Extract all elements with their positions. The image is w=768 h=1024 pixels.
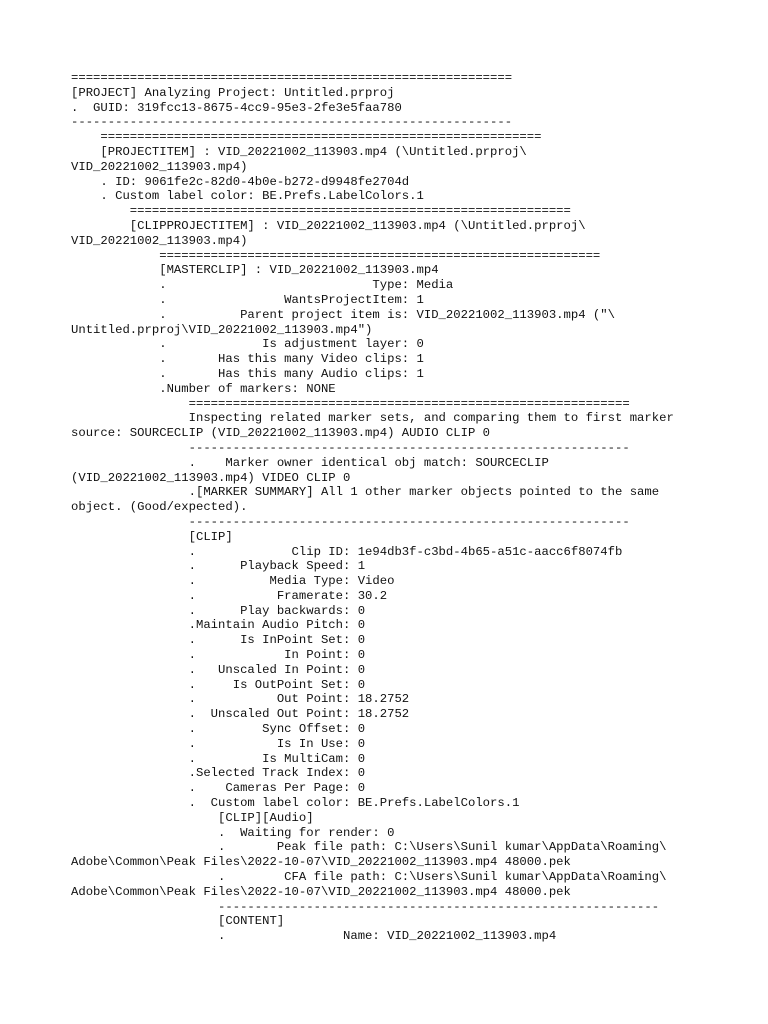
log-line: .Selected Track Index: 0	[71, 766, 366, 781]
log-line: . Clip ID: 1e94db3f-c3bd-4b65-a51c-aacc6f8074fb	[71, 544, 623, 559]
log-line: . Custom label color: BE.Prefs.LabelColors.1	[71, 189, 424, 204]
log-line: ============================================================	[71, 248, 601, 263]
log-line: ============================================================	[71, 71, 513, 85]
log-line: .[MARKER SUMMARY] All 1 other marker objects pointed to the same	[71, 485, 660, 500]
log-line: [CLIPPROJECTITEM] : VID_20221002_113903.mp4 (\Untitled.prproj\	[71, 218, 586, 233]
log-line: ============================================================	[71, 130, 542, 145]
log-document	[71, 71, 751, 944]
log-line: VID_20221002_113903.mp4)	[71, 159, 248, 174]
log-line: source: SOURCECLIP (VID_20221002_113903.mp4) AUDIO CLIP 0	[71, 426, 491, 441]
log-line: . Marker owner identical obj match: SOURCECLIP	[71, 455, 549, 470]
log-line: [CONTENT]	[71, 914, 285, 929]
log-line: .Maintain Audio Pitch: 0	[71, 618, 366, 633]
log-line: . Unscaled In Point: 0	[71, 662, 366, 677]
log-line: object. (Good/expected).	[71, 500, 248, 515]
log-line: Untitled.prproj\VID_20221002_113903.mp4")	[71, 322, 373, 337]
log-line: Adobe\Common\Peak Files\2022-10-07\VID_20221002_113903.mp4 48000.pek	[71, 855, 571, 870]
log-line: ============================================================	[71, 396, 630, 411]
log-line: . ID: 9061fe2c-82d0-4b0e-b272-d9948fe2704d	[71, 174, 410, 189]
log-line: . Play backwards: 0	[71, 603, 366, 618]
log-line: . Type: Media	[71, 278, 454, 293]
log-line: [PROJECTITEM] : VID_20221002_113903.mp4 (\Untitled.prproj\	[71, 144, 527, 159]
log-line: Adobe\Common\Peak Files\2022-10-07\VID_20221002_113903.mp4 48000.pek	[71, 884, 571, 899]
log-line: . Has this many Video clips: 1	[71, 352, 424, 367]
log-line: (VID_20221002_113903.mp4) VIDEO CLIP 0	[71, 470, 351, 485]
log-line: ============================================================	[71, 204, 571, 219]
log-line: . Media Type: Video	[71, 574, 395, 589]
log-line: . Waiting for render: 0	[71, 825, 395, 840]
log-line: . WantsProjectItem: 1	[71, 292, 424, 307]
log-line: . GUID: 319fcc13-8675-4cc9-95e3-2fe3e5faa780	[71, 100, 402, 115]
log-line: ------------------------------------------------------------	[71, 440, 630, 455]
log-line: VID_20221002_113903.mp4)	[71, 233, 248, 248]
log-line: . Out Point: 18.2752	[71, 692, 410, 707]
log-line: . Is InPoint Set: 0	[71, 633, 366, 648]
log-line: ------------------------------------------------------------	[71, 115, 513, 130]
log-line: . Cameras Per Page: 0	[71, 781, 366, 796]
log-line: . CFA file path: C:\Users\Sunil kumar\AppData\Roaming\	[71, 870, 667, 885]
log-line: . Is In Use: 0	[71, 736, 366, 751]
log-line: . Unscaled Out Point: 18.2752	[71, 707, 410, 722]
log-line: [CLIP]	[71, 529, 233, 544]
log-line: ------------------------------------------------------------	[71, 899, 660, 914]
log-line: .Number of markers: NONE	[71, 381, 336, 396]
log-line: . Parent project item is: VID_20221002_113903.mp4 ("\	[71, 307, 615, 322]
log-line: . Is adjustment layer: 0	[71, 337, 424, 352]
log-line: [MASTERCLIP] : VID_20221002_113903.mp4	[71, 263, 439, 278]
log-line: [CLIP][Audio]	[71, 810, 314, 825]
log-line: Inspecting related marker sets, and comparing them to first marker	[71, 411, 674, 426]
log-line: . Peak file path: C:\Users\Sunil kumar\AppData\Roaming\	[71, 840, 667, 855]
log-line: . Is MultiCam: 0	[71, 751, 366, 766]
log-line: . Sync Offset: 0	[71, 722, 366, 737]
log-line: . Name: VID_20221002_113903.mp4	[71, 929, 557, 944]
log-line: . In Point: 0	[71, 648, 366, 663]
log-line: . Is OutPoint Set: 0	[71, 677, 366, 692]
log-line: [PROJECT] Analyzing Project: Untitled.prproj	[71, 85, 395, 100]
log-line: ------------------------------------------------------------	[71, 514, 630, 529]
log-line: . Custom label color: BE.Prefs.LabelColors.1	[71, 796, 520, 811]
log-line: . Framerate: 30.2	[71, 588, 388, 603]
log-line: . Playback Speed: 1	[71, 559, 366, 574]
log-line: . Has this many Audio clips: 1	[71, 366, 424, 381]
